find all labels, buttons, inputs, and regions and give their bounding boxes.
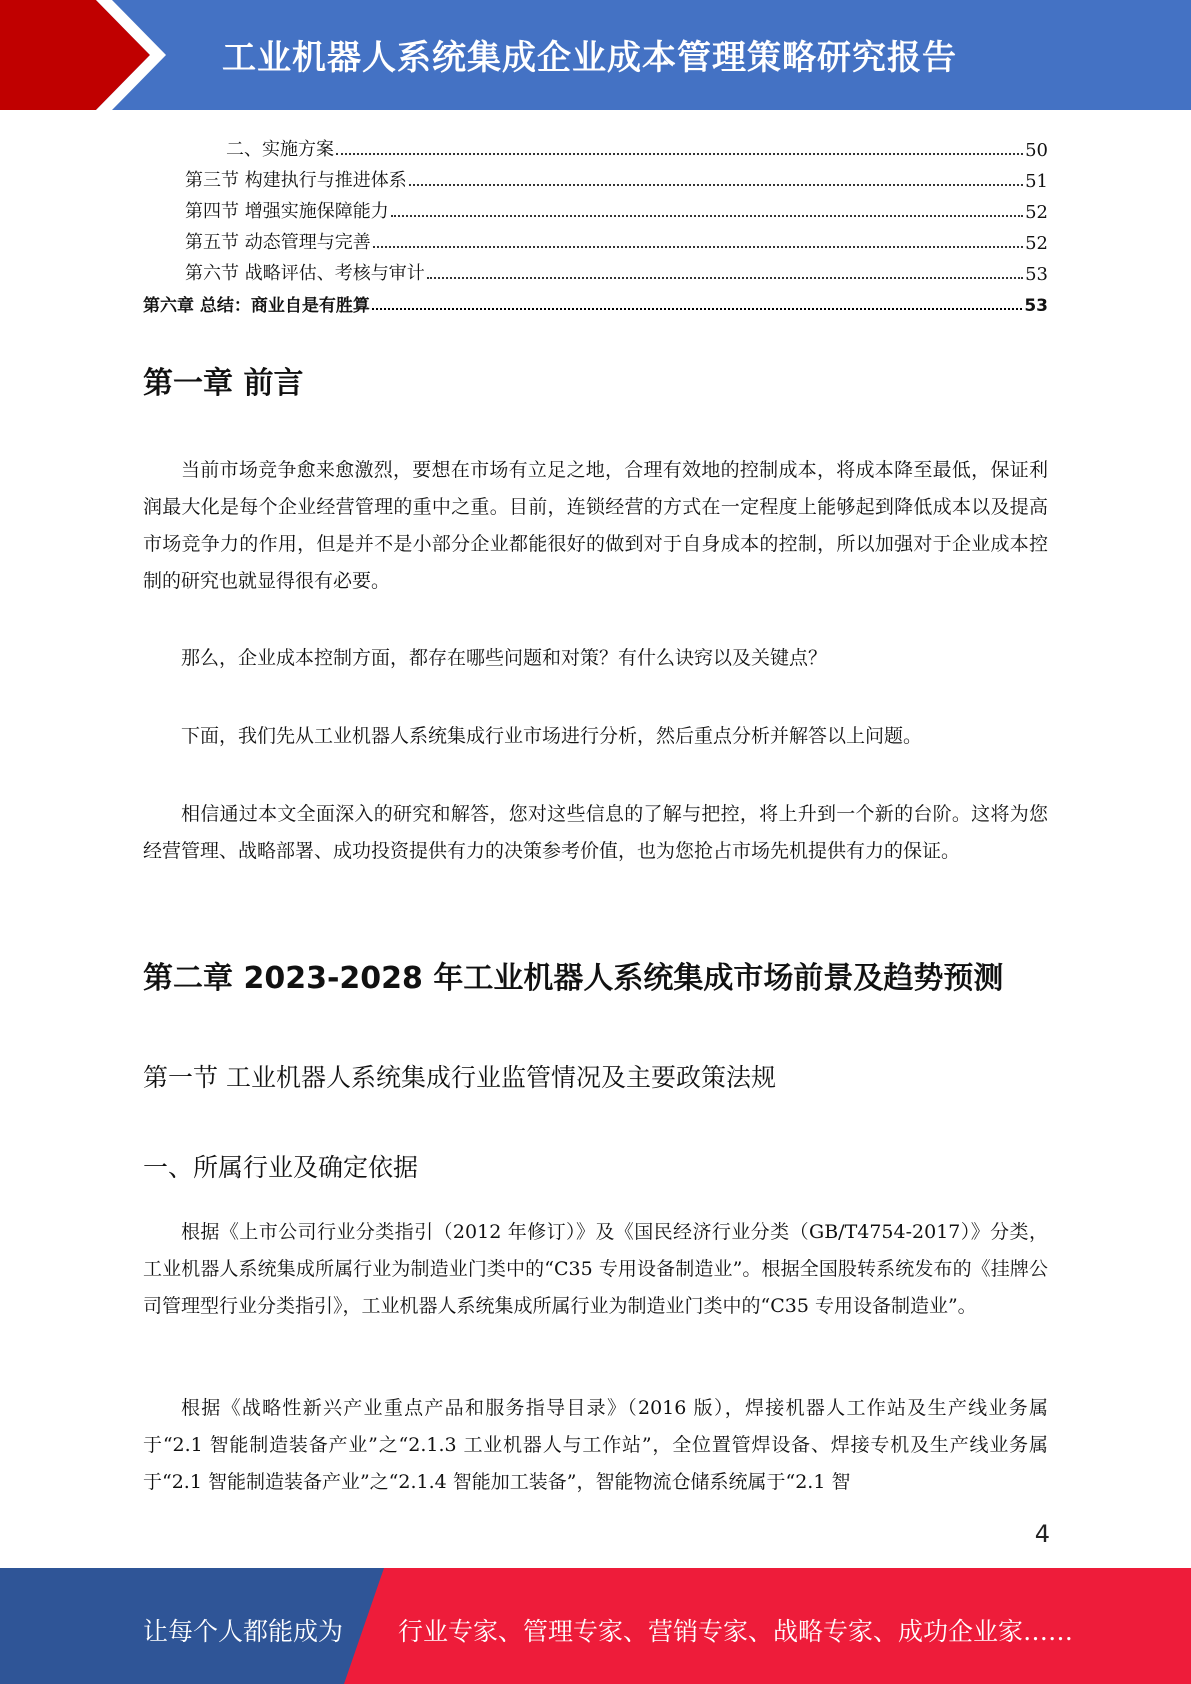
toc-entry[interactable]: [143, 161, 1048, 192]
toc-entry-page: 53: [1024, 296, 1048, 316]
report-title: 工业机器人系统集成企业成本管理策略研究报告: [222, 38, 957, 78]
subsection-heading: 一、所属行业及确定依据: [143, 1153, 419, 1182]
toc-entry-title: 第四节 增强实施保障能力: [185, 201, 389, 222]
paragraph: 下面，我们先从工业机器人系统集成行业市场进行分析，然后重点分析并解答以上问题。: [181, 725, 923, 747]
paragraph: 根据《战略性新兴产业重点产品和服务指导目录》（2016 版），焊接机器人工作站及生产线业务属于“2.1 智能制造装备产业”之“2.1.3 工业机器人与工作站”，全位置管焊设备、焊接专机及生产线业务属于“2.1 智能制造装备产业”之“2.1.4 智能加工装备”，智能物流仓储系统属于“2.1 智: [143, 1397, 1048, 1493]
toc-entry-title: 第六节 战略评估、考核与审计: [185, 263, 425, 284]
paragraph: 当前市场竞争愈来愈激烈，要想在市场有立足之地，合理有效地的控制成本，将成本降至最低，保证利润最大化是每个企业经营管理的重中之重。目前，连锁经营的方式在一定程度上能够起到降低成本以及提高市场竞争力的作用，但是并不是小部分企业都能很好的做到对于自身成本的控制，所以加强对于企业成本控制的研究也就显得很有必要。: [143, 459, 1048, 592]
toc-entry[interactable]: [143, 285, 1048, 316]
toc-entry-page: 52: [1025, 202, 1048, 223]
chapter-1-heading: 第一章 前言: [143, 366, 304, 401]
section-heading: 第一节 工业机器人系统集成行业监管情况及主要政策法规: [143, 1063, 776, 1092]
toc-entry[interactable]: [143, 223, 1048, 254]
toc-entry-title: 二、实施方案: [226, 139, 334, 160]
toc-entry[interactable]: [143, 192, 1048, 223]
paragraph: 那么，企业成本控制方面，都存在哪些问题和对策？有什么诀窍以及关键点？: [181, 647, 828, 669]
toc-entry-title: 第三节 构建执行与推进体系: [185, 170, 407, 191]
toc-leader-dots: [373, 246, 1023, 248]
toc-leader-dots: [427, 277, 1023, 279]
paragraph: 相信通过本文全面深入的研究和解答，您对这些信息的了解与把控，将上升到一个新的台阶。这将为您经营管理、战略部署、成功投资提供有力的决策参考价值，也为您抢占市场先机提供有力的保证。: [143, 803, 1048, 862]
toc-entry-page: 50: [1025, 140, 1048, 161]
toc-leader-dots: [391, 215, 1023, 217]
toc-leader-dots: [372, 308, 1022, 310]
toc-leader-dots: [409, 184, 1023, 186]
toc-entry-page: 52: [1025, 233, 1048, 254]
footer-banner: [0, 1568, 1191, 1684]
footer-slogan-left: 让每个人都能成为: [143, 1617, 344, 1646]
toc-entry-title: 第五节 动态管理与完善: [185, 232, 371, 253]
toc-entry[interactable]: [143, 130, 1048, 161]
toc-entry-page: 53: [1025, 264, 1048, 285]
footer-slogan-right: 行业专家、管理专家、营销专家、战略专家、成功企业家……: [398, 1617, 1074, 1646]
paragraph: 根据《上市公司行业分类指引（2012 年修订）》及《国民经济行业分类（GB/T4754-2017）》分类，工业机器人系统集成所属行业为制造业门类中的“C35 专用设备制造业”。根据全国股转系统发布的《挂牌公司管理型行业分类指引》，工业机器人系统集成所属行业为制造业门类中的“C35 专用设备制造业”。: [143, 1221, 1048, 1317]
toc-entry[interactable]: [143, 254, 1048, 285]
toc-entry-page: 51: [1025, 171, 1048, 192]
chapter-2-heading: 第二章 2023-2028 年工业机器人系统集成市场前景及趋势预测: [143, 961, 1004, 996]
header-banner: [0, 0, 1191, 110]
table-of-contents: [143, 130, 1048, 316]
toc-leader-dots: [336, 153, 1023, 155]
page-number: 4: [1034, 1520, 1050, 1548]
toc-entry-title: 第六章 总结：商业自是有胜算: [143, 296, 370, 316]
